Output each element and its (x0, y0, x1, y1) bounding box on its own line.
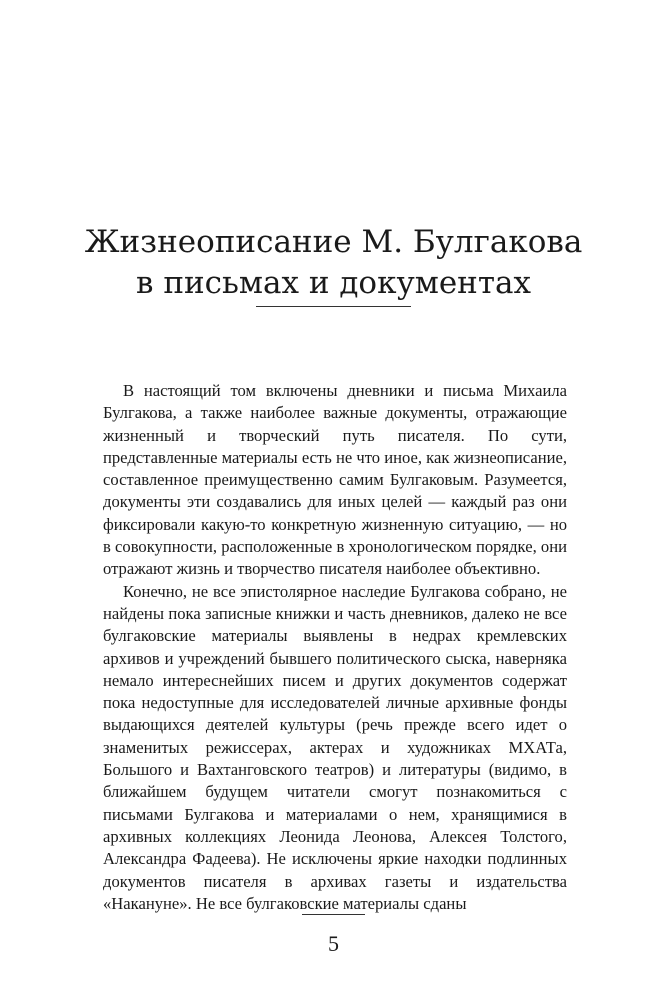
chapter-title-line-1: Жизнеописание М. Булгакова (84, 224, 583, 260)
paragraph-1: В настоящий том включены дневники и письма Михаила Булгакова, а также наиболее важные документы, отражающие жизненный и творческий путь писателя. По сути, представленные материалы есть не что иное, как жизнеописание, составленное преимущественно самим Булгаковым. Разумеется, документы эти создавались для иных целей — каждый раз они фиксировали какую-то конкретную жизненную ситуацию, — но в совокупности, расположенные в хронологическом порядке, они отражают жизнь и творчество писателя наиболее объективно. (103, 381, 567, 579)
title-divider (256, 306, 411, 307)
paragraph-2: Конечно, не все эпистолярное наследие Булгакова собрано, не найдены пока записные книжки и часть дневников, далеко не все булгаковские материалы выявлены в недрах кремлевских архивов и учреждений бывшего политического сыска, наверняка немало интереснейших писем и других документов содержат пока недоступные для исследователей личные архивные фонды выдающихся деятелей культуры (речь прежде всего идет о знаменитых режиссерах, актерах и художниках МХАТа, Большого и Вахтанговского театров) и литературы (видимо, в ближайшем будущем читатели смогут познакомиться с письмами Булгакова и материалами о нем, хранящимися в архивных коллекциях Леонида Леонова, Алексея Толстого, Александра Фадеева). Не исключены яркие находки подлинных документов писателя в архивах газеты и издательства «Накануне». Не все булгаковские материалы сданы (103, 581, 567, 913)
page-number: 5 (328, 931, 339, 956)
body-text (103, 380, 567, 915)
chapter-title (0, 222, 667, 304)
footer-divider (302, 914, 365, 915)
chapter-title-line-2: в письмах и документах (136, 265, 531, 301)
